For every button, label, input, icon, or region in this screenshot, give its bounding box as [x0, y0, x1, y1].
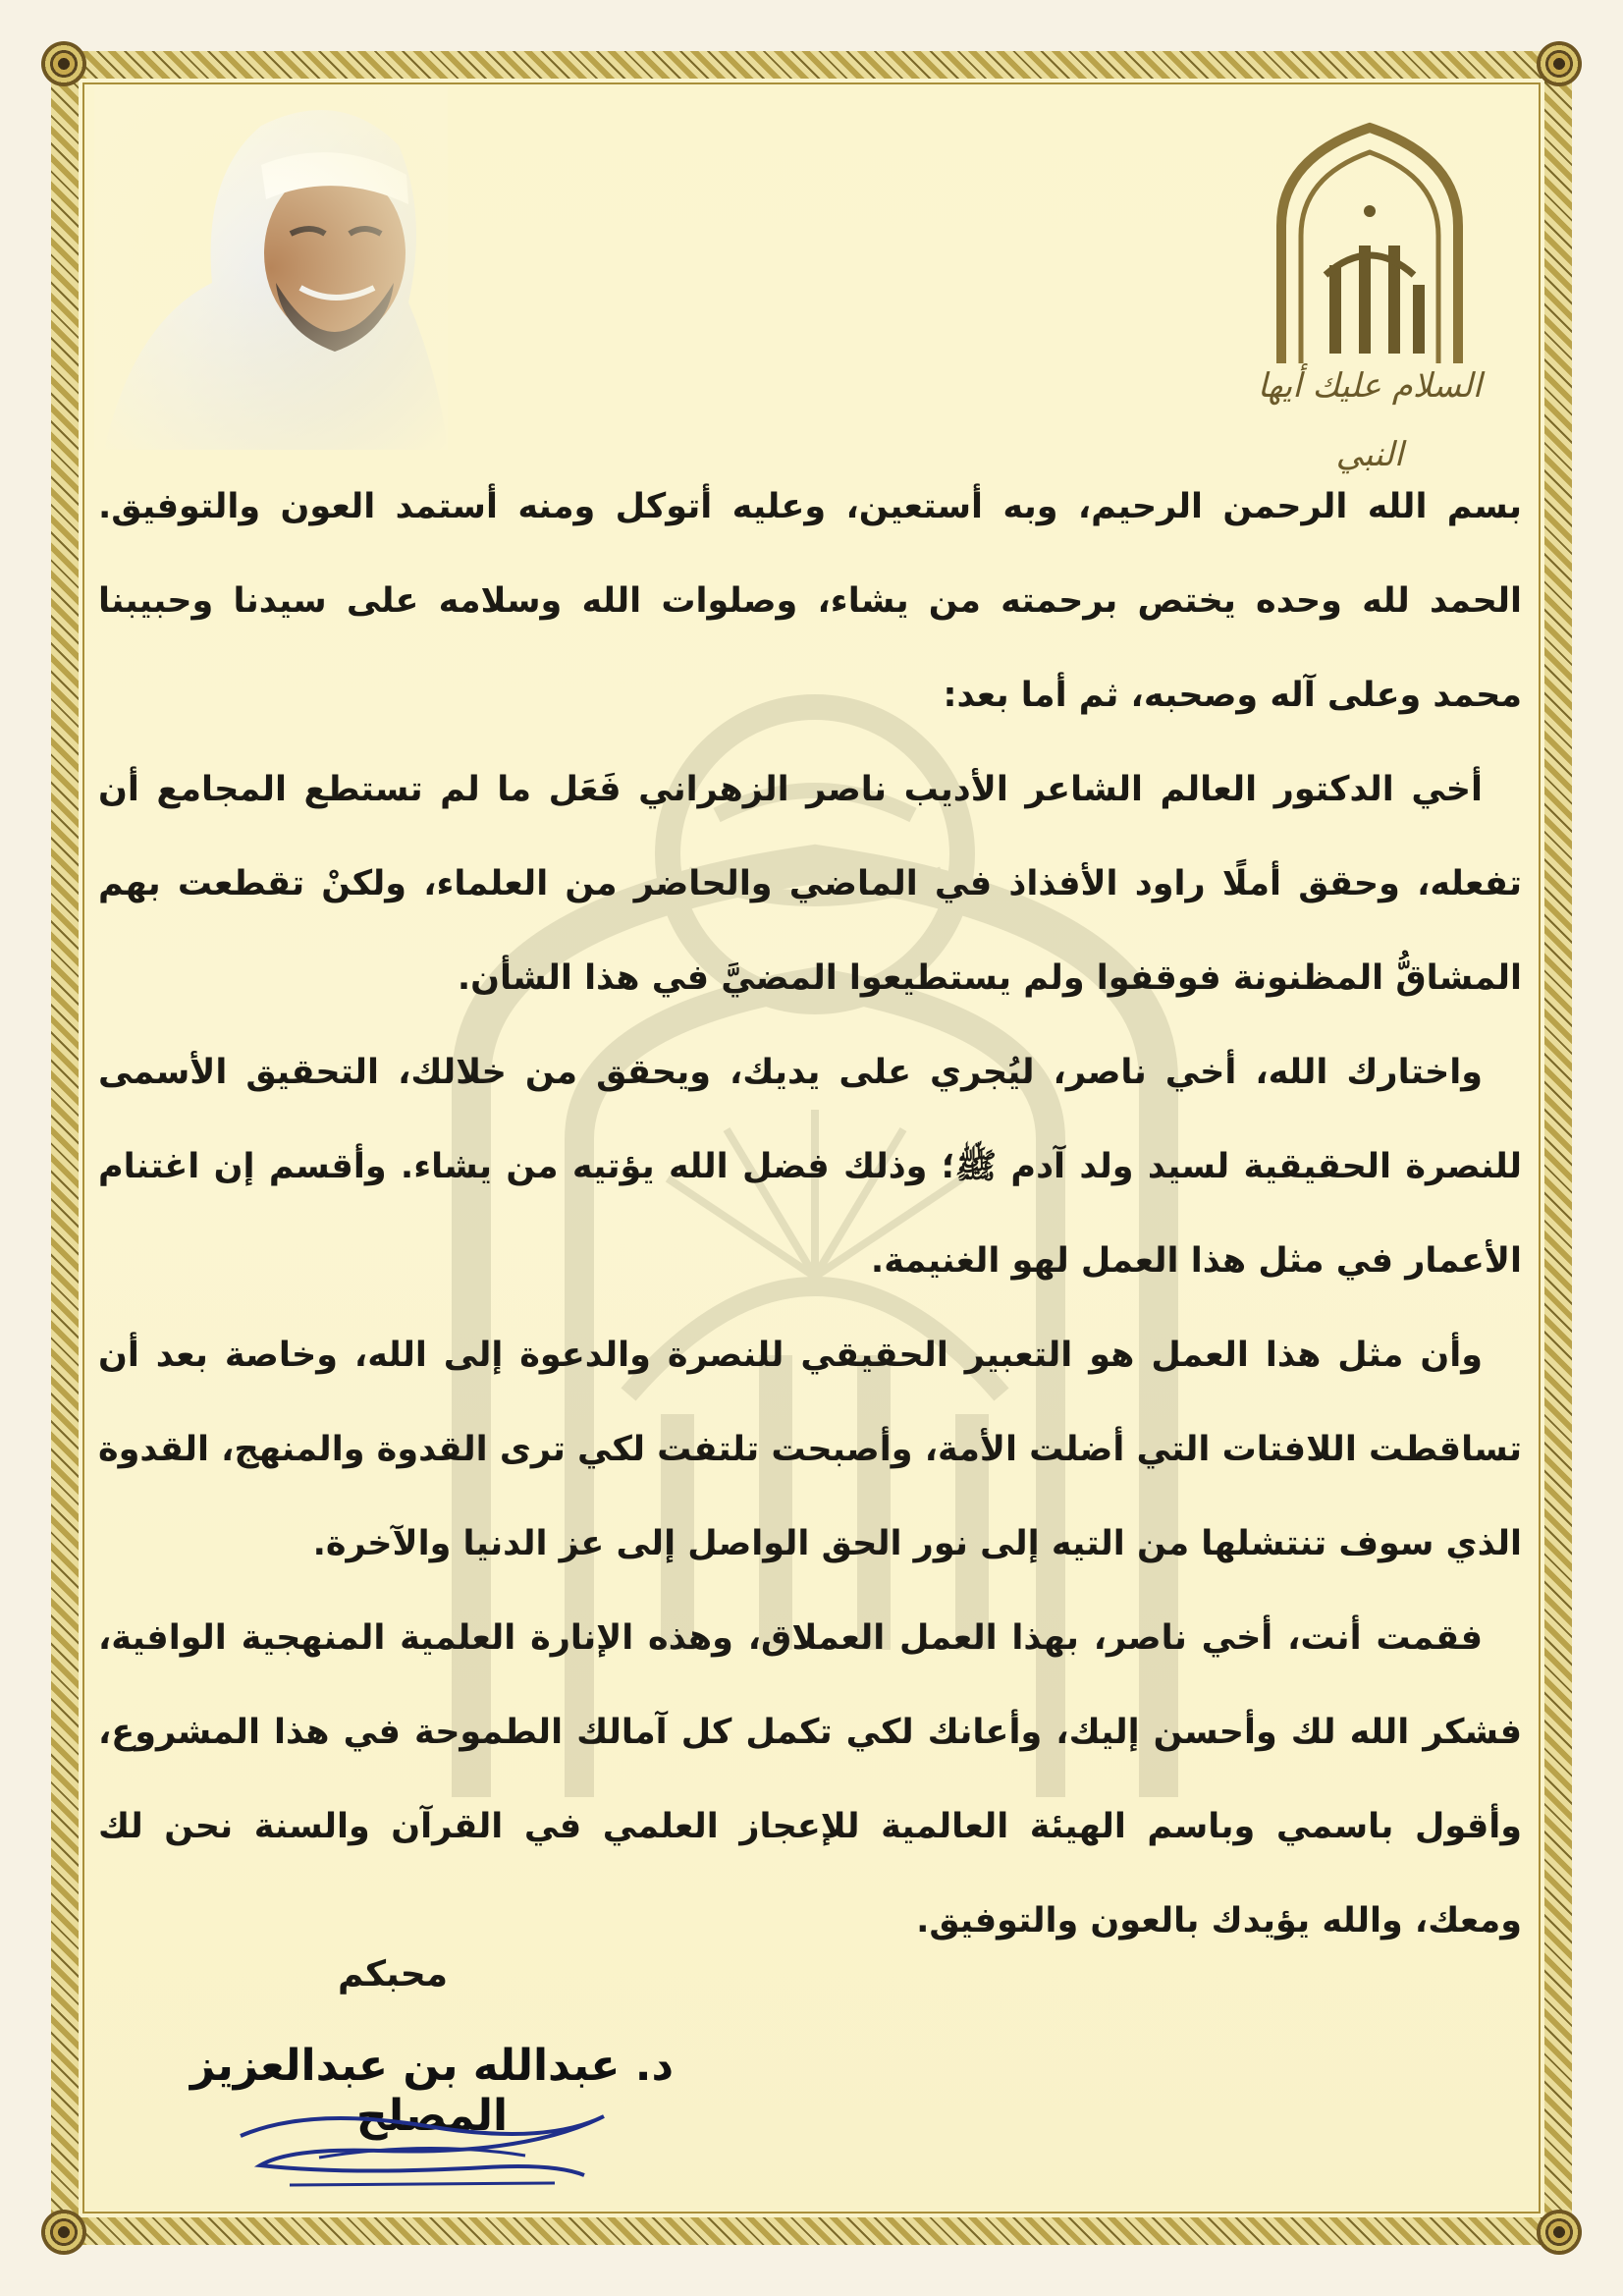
corner-ornament-icon	[1537, 41, 1582, 86]
handwritten-signature	[231, 2097, 614, 2195]
corner-ornament-icon	[1537, 2210, 1582, 2255]
paragraph-1: أخي الدكتور العالم الشاعر الأديب ناصر الزهراني فَعَل ما لم تستطع المجامع أن تفعله، وحقق أملًا راود الأفذاذ في الماضي والحاضر من العلماء، ولكنْ تقطعت بهم المشاقُّ المظنونة فوقفوا ولم يستطيعوا المضيَّ في هذا الشأن.	[98, 770, 1522, 998]
letter-body	[98, 460, 1522, 1968]
author-portrait	[94, 86, 448, 450]
closing-phrase: محبكم	[337, 1954, 449, 1995]
corner-ornament-icon	[41, 41, 86, 86]
paragraph-2: واختارك الله، أخي ناصر، ليُجري على يديك، ويحقق من خلالك، التحقيق الأسمى للنصرة الحقيقية لسيد ولد آدم ﷺ؛ وذلك فضل الله يؤتيه من يشاء. وأقسم إن اغتنام الأعمار في مثل هذا العمل لهو الغنيمة.	[98, 1053, 1522, 1281]
logo-caption: السلام عليك أيها النبي	[1257, 366, 1483, 474]
paragraph-4: فقمت أنت، أخي ناصر، بهذا العمل العملاق، وهذه الإنارة العلمية المنهجية الوافية، فشكر الله لك وأحسن إليك، وأعانك لكي تكمل كل آمالك الطموحة في هذا المشروع، وأقول باسمي وباسم الهيئة العالمية للإعجاز العلمي في القرآن والسنة نحن لك ومعك، والله يؤيدك بالعون والتوفيق.	[98, 1618, 1522, 1941]
signer-name: د. عبدالله بن عبدالعزيز المصلح	[189, 2041, 675, 2141]
corner-ornament-icon	[41, 2210, 86, 2255]
paragraph-opening: بسم الله الرحمن الرحيم، وبه أستعين، وعليه أتوكل ومنه أستمد العون والتوفيق. الحمد لله وحده يختص برحمته من يشاء، وصلوات الله وسلامه على سيدنا وحبيبنا محمد وعلى آله وصحبه، ثم أما بعد:	[98, 487, 1522, 715]
paragraph-3: وأن مثل هذا العمل هو التعبير الحقيقي للنصرة والدعوة إلى الله، وخاصة بعد أن تساقطت اللافتات التي أضلت الأمة، وأصبحت تلتفت لكي ترى القدوة والمنهج، القدوة الذي سوف تنتشلها من التيه إلى نور الحق الواصل إلى عز الدنيا والآخرة.	[98, 1336, 1522, 1563]
